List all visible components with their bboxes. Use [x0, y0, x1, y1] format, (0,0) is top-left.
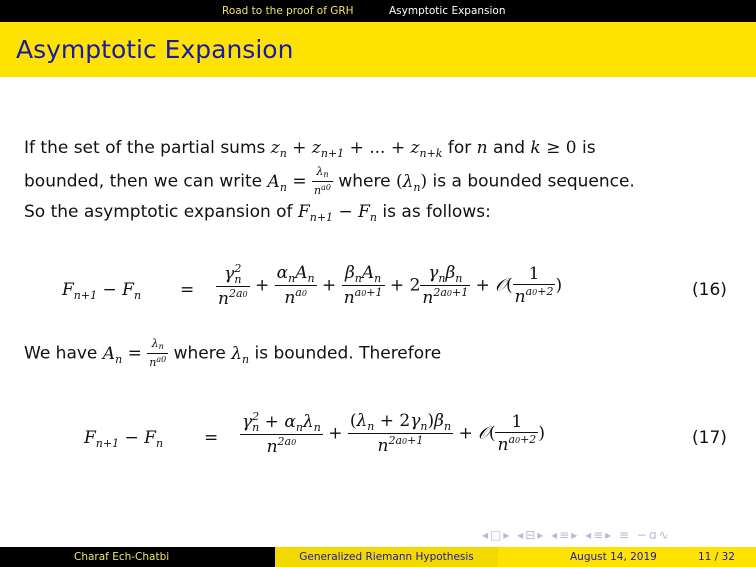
footer-date: August 14, 2019: [570, 551, 657, 563]
footer-page-number: 11 / 32: [698, 551, 735, 563]
footer-author: Charaf Ech-Chatbi: [74, 551, 170, 563]
equation-17-number: (17): [692, 428, 727, 448]
paragraph-line-1: If the set of the partial sums $z_n + z_{n+1}$ + ... + $z_{n+k}$ for n and k ≥ 0 is: [24, 138, 596, 160]
footer-title-box: [275, 547, 498, 567]
paragraph-we-have: We have $A_n$ = $\frac{\lambda n}{n^{a0}}$ where $\lambda_n$ is bounded. Therefore: [24, 337, 442, 369]
equation-17: $F_{n+1} - F_n$ = $\frac{\gamma^2_n + \alpha_n\lambda_n}{n^{2a0}}$ + $\frac{(\lambda_n + 2\gamma_n)\beta_n}{n^{2a0+1}}$ + 𝒪( $\frac{1}{n^{a0+2}}$ ) (17): [84, 410, 727, 457]
equation-16: $F_{n+1} - F_n$ = $\frac{\gamma^2_n}{n^{2a0}}$ + $\frac{\alpha_nA_n}{n^{a0}}$ + $\frac{\beta_nA_n}{n^{a0+1}}$ + 2 $\frac{\gamma_n\beta_n}{n^{2a0+1}}$ + 𝒪( $\frac{1}{n^{a0+2}}$ ) (16): [62, 262, 727, 309]
nav-frame-back-icon[interactable]: ◂□▸: [482, 528, 512, 542]
equation-16-number: (16): [692, 280, 727, 300]
nav-search-icon[interactable]: ∽ɑ∿: [636, 528, 671, 542]
nav-fullscreen-icon[interactable]: ≡: [619, 528, 632, 542]
nav-subsection-icon[interactable]: ◂⊟▸: [517, 528, 546, 542]
slide-title: Asymptotic Expansion: [16, 35, 294, 64]
paragraph-partial-sums: [24, 136, 635, 230]
nav-section-icon[interactable]: ◂≡▸: [551, 528, 580, 542]
footer-author-box: [0, 547, 275, 567]
nav-section-road-to-proof[interactable]: Road to the proof of GRH: [222, 5, 354, 17]
top-navigation-bar: [0, 0, 756, 22]
nav-section-asymptotic-expansion[interactable]: Asymptotic Expansion: [389, 5, 506, 17]
slide-title-bar: [0, 22, 756, 77]
paragraph-line-3: So the asymptotic expansion of $F_{n+1} - F_n$ is as follows:: [24, 201, 491, 224]
beamer-navigation-symbols: [482, 528, 671, 542]
footer-talk-title: Generalized Riemann Hypothesis: [299, 551, 474, 563]
paragraph-line-2: bounded, then we can write $A_n$ = $\frac{\lambda n}{n^{a0}}$ where $(\lambda_n)$ is a bounded sequence.: [24, 165, 635, 197]
slide-footer: [0, 547, 756, 567]
footer-date-page-box: [498, 547, 756, 567]
nav-section-forward-icon[interactable]: ◂≡▸: [585, 528, 614, 542]
